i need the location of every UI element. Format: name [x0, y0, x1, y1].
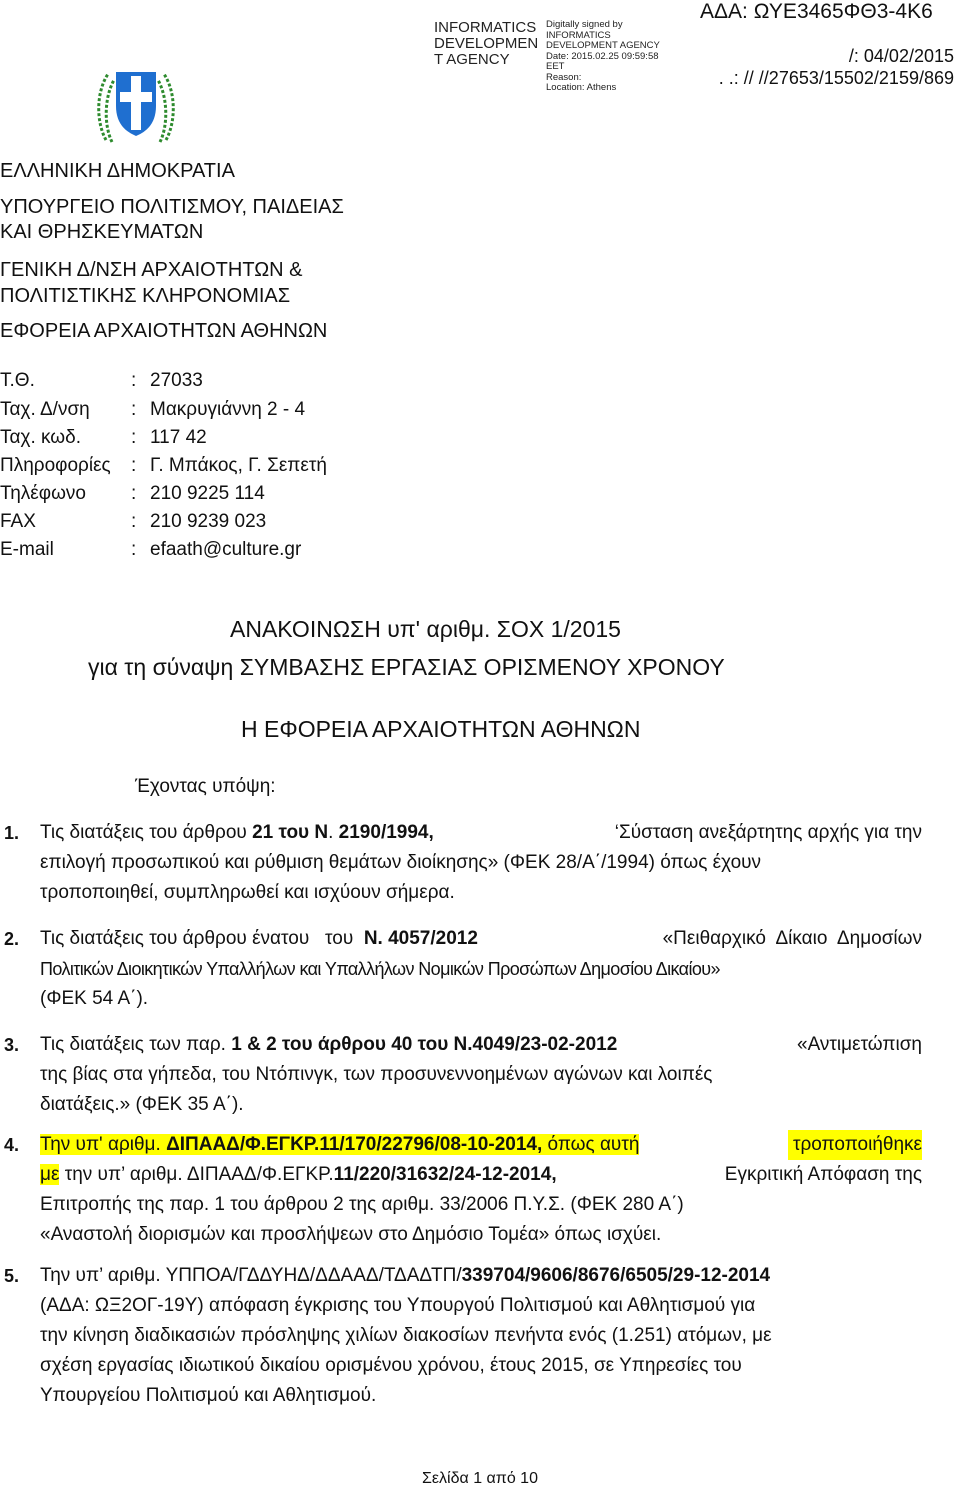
info-colon: :	[131, 539, 137, 560]
info-label: E-mail	[0, 539, 54, 560]
header-ministry-line-2: ΚΑΙ ΘΡΗΣΚΕΥΜΑΤΩΝ	[0, 221, 204, 243]
header-ephorate: ΕΦΟΡΕΙΑ ΑΡΧΑΙΟΤΗΤΩΝ ΑΘΗΝΩΝ	[0, 320, 328, 342]
text-run: με την υπ’ αριθμ. ΔΙΠΑΑΔ/Φ.ΕΓΚΡ.11/220/31632/24-12-2014,	[40, 1164, 557, 1185]
info-label: Ταχ. Δ/νση	[0, 399, 90, 420]
paragraph-line: Επιτροπής της παρ. 1 του άρθρου 2 της αριθμ. 33/2006 Π.Υ.Σ. (ΦΕΚ 280 Α΄)	[40, 1194, 684, 1215]
info-value-postcode: 117 42	[150, 427, 207, 448]
info-value-po-box: 27033	[150, 370, 203, 391]
paragraph-line: επιλογή προσωπικού και ρύθμιση θεμάτων διοίκησης» (ΦΕΚ 28/Α΄/1994) όπως έχουν	[40, 852, 762, 873]
considering-heading: Έχοντας υπόψη:	[135, 776, 276, 797]
item-number: 4.	[4, 1135, 20, 1155]
paragraph-line: Τις διατάξεις των παρ. 1 & 2 του άρθρου 40 του Ν.4049/23-02-2012 «Αντιμετώπιση	[40, 1030, 922, 1060]
text-run: Τις διατάξεις των παρ. 1 & 2 του άρθρου 40 του Ν.4049/23-02-2012	[40, 1034, 618, 1055]
paragraph-line: (ΦΕΚ 54 Α΄).	[40, 988, 149, 1009]
announcement-title: ΑΝΑΚΟΙΝΩΣΗ υπ' αριθμ. ΣΟΧ 1/2015	[230, 616, 621, 642]
issuer-heading: Η ΕΦΟΡΕΙΑ ΑΡΧΑΙΟΤΗΤΩΝ ΑΘΗΝΩΝ	[241, 716, 641, 742]
info-value-contacts: Γ. Μπάκος, Γ. Σεπετή	[150, 455, 327, 476]
paragraph-line: (ΑΔΑ: ΩΞ2ΟΓ-19Υ) απόφαση έγκρισης του Υπουργού Πολιτισμού και Αθλητισμού για	[40, 1295, 756, 1316]
paragraph-line: τροποποιηθεί, συμπληρωθεί και ισχύουν σήμερα.	[40, 882, 455, 903]
paragraph-line: Την υπ' αριθμ. ΔΙΠΑΑΔ/Φ.ΕΓΚΡ.11/170/22796/08-10-2014, όπως αυτή τροποποιήθηκε	[40, 1130, 922, 1160]
paragraph-line: Πολιτικών Διοικητικών Υπαλλήλων και Υπαλλήλων Νομικών Προσώπων Δημοσίου Δικαίου»	[40, 959, 720, 979]
info-value-phone: 210 9225 114	[150, 483, 265, 504]
text-run: Την υπ’ αριθμ. ΥΠΠΟΑ/ΓΔΔΥΗΔ/ΔΔΑΑΔ/ΤΔΑΔΤΠ/339704/9606/8676/6505/29-12-2014	[40, 1265, 771, 1286]
item-number: 5.	[4, 1266, 20, 1286]
info-label: Τηλέφωνο	[0, 483, 86, 504]
protocol-number: . .: // //27653/15502/2159/869	[718, 68, 954, 88]
paragraph-line	[40, 1261, 922, 1291]
info-label: Ταχ. κωδ.	[0, 427, 81, 448]
document-date: /: 04/02/2015	[848, 46, 954, 66]
ada-code: ΑΔΑ: ΩΥΕ3465ΦΘ3-4Κ6	[700, 0, 933, 23]
info-colon: :	[131, 483, 137, 504]
legal-basis-item-2	[40, 924, 922, 1014]
item-number: 1.	[4, 823, 20, 843]
header-directorate-line-1: ΓΕΝΙΚΗ Δ/ΝΣΗ ΑΡΧΑΙΟΤΗΤΩΝ &	[0, 259, 303, 281]
paragraph-line: της βίας στα γήπεδα, του Ντόπινγκ, των προσυνεννοημένων αγώνων και λοιπές	[40, 1064, 713, 1085]
text-run: Τις διατάξεις του άρθρου ένατου του Ν. 4057/2012	[40, 928, 478, 949]
header-directorate-line-2: ΠΟΛΙΤΙΣΤΙΚΗΣ ΚΛΗΡΟΝΟΜΙΑΣ	[0, 285, 291, 307]
page-number: Σελίδα 1 από 10	[422, 1470, 538, 1487]
paragraph-line: «Αναστολή διορισμών και προσλήψεων στο Δημόσιο Τομέα» όπως ισχύει.	[40, 1224, 662, 1245]
signer-organization: INFORMATICS DEVELOPMEN T AGENCY	[434, 19, 539, 68]
digital-signature-details: Digitally signed by INFORMATICS DEVELOPMENT AGENCY Date: 2015.02.25 09:59:58 EET Reason: Location: Athens	[546, 19, 660, 93]
info-colon: :	[131, 455, 137, 476]
header-republic: ΕΛΛΗΝΙΚΗ ΔΗΜΟΚΡΑΤΙΑ	[0, 160, 235, 182]
info-colon: :	[131, 370, 137, 391]
legal-basis-item-4	[40, 1130, 922, 1250]
greek-emblem-icon	[92, 62, 180, 146]
info-value-email: efaath@culture.gr	[150, 539, 302, 560]
paragraph-line: την κίνηση διαδικασιών πρόσληψης χιλίων διακοσίων πενήντα ενός (1.251) ατόμων, με	[40, 1325, 772, 1346]
legal-basis-item-3	[40, 1030, 922, 1120]
info-label: Πληροφορίες	[0, 455, 111, 476]
info-label: FAX	[0, 511, 36, 532]
paragraph-line: σχέση εργασίας ιδιωτικού δικαίου ορισμένου χρόνου, έτους 2015, σε Υπηρεσίες του	[40, 1355, 742, 1376]
info-colon: :	[131, 399, 137, 420]
paragraph-line: Τις διατάξεις του άρθρου 21 του Ν. 2190/1994, ‘Σύσταση ανεξάρτητης αρχής για την	[40, 818, 922, 848]
item-number: 3.	[4, 1035, 20, 1055]
info-colon: :	[131, 511, 137, 532]
paragraph-line: με την υπ’ αριθμ. ΔΙΠΑΑΔ/Φ.ΕΓΚΡ.11/220/31632/24-12-2014, Εγκριτική Απόφαση της	[40, 1160, 922, 1190]
info-value-fax: 210 9239 023	[150, 511, 267, 532]
info-colon: :	[131, 427, 137, 448]
item-number: 2.	[4, 929, 20, 949]
text-run: Την υπ' αριθμ. ΔΙΠΑΑΔ/Φ.ΕΓΚΡ.11/170/22796/08-10-2014, όπως αυτή	[40, 1134, 640, 1155]
legal-basis-item-5	[40, 1261, 922, 1411]
announcement-subject: για τη σύναψη ΣΥΜΒΑΣΗΣ ΕΡΓΑΣΙΑΣ ΟΡΙΣΜΕΝΟΥ ΧΡΟΝΟΥ	[88, 654, 725, 680]
text-run: Τις διατάξεις του άρθρου 21 του Ν. 2190/1994,	[40, 822, 434, 843]
paragraph-line: Τις διατάξεις του άρθρου ένατου του Ν. 4057/2012 «Πειθαρχικό Δίκαιο Δημοσίων	[40, 924, 922, 954]
paragraph-line: διατάξεις.» (ΦΕΚ 35 Α΄).	[40, 1094, 244, 1115]
info-value-address: Μακρυγιάννη 2 - 4	[150, 399, 306, 420]
paragraph-line: Υπουργείου Πολιτισμού και Αθλητισμού.	[40, 1385, 377, 1406]
legal-basis-item-1	[40, 818, 922, 908]
info-label: Τ.Θ.	[0, 370, 35, 391]
header-ministry-line-1: ΥΠΟΥΡΓΕΙΟ ΠΟΛΙΤΙΣΜΟΥ, ΠΑΙΔΕΙΑΣ	[0, 196, 344, 218]
